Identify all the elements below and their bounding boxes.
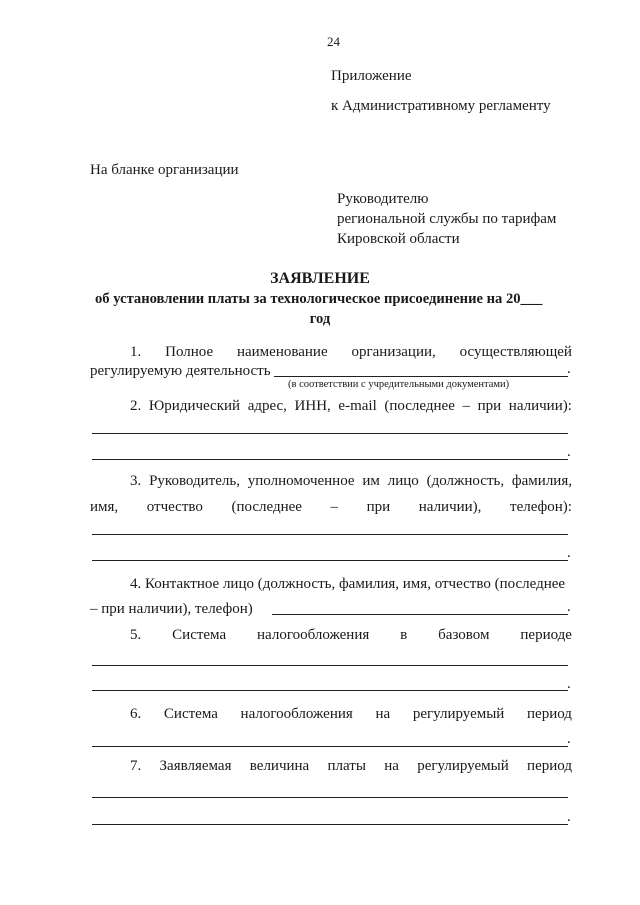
item-7-fill-line	[92, 797, 568, 798]
item-7-word: регулируемый	[417, 758, 509, 774]
recipient-line-2: региональной службы по тарифам	[337, 211, 557, 227]
item-2-word: адрес,	[247, 398, 287, 414]
appendix-line-1: Приложение	[331, 68, 412, 84]
item-3-line-1	[130, 472, 572, 490]
item-4-line-2: – при наличии), телефон)	[90, 601, 253, 617]
item-6-word: период	[527, 706, 572, 722]
item-6-line-1	[130, 705, 572, 723]
recipient-line-1: Руководителю	[337, 191, 429, 207]
item-2-word: наличии):	[508, 398, 572, 414]
item-3-word: 3.	[130, 473, 142, 489]
item-7-word: величина	[249, 758, 310, 774]
item-5-line-1	[130, 626, 572, 644]
item-7-word: 7.	[130, 758, 142, 774]
item-3-word: (последнее	[231, 499, 302, 515]
item-1-footnote: (в соответствии с учредительными документами)	[288, 379, 510, 390]
item-2-fill-line	[92, 459, 568, 460]
item-3-word: (должность,	[426, 473, 505, 489]
item-5-word: 5.	[130, 627, 142, 643]
item-3-word: телефон):	[510, 499, 572, 515]
item-3-line-2	[90, 498, 572, 516]
item-3-word: имя,	[90, 499, 119, 515]
item-2-word: (последнее	[384, 398, 455, 414]
item-1-end-dot: .	[567, 361, 571, 377]
item-5-end-dot: .	[567, 676, 571, 692]
item-1-line-2: регулируемую деятельность	[90, 363, 271, 379]
item-3-word: Руководитель,	[149, 473, 240, 489]
item-7-end-dot: .	[567, 809, 571, 825]
document-subtitle-line-1: об установлении платы за технологическое присоединение на 20___	[95, 291, 543, 307]
item-7-line-1	[130, 757, 572, 775]
item-2-word: e-mail	[338, 398, 377, 414]
item-6-word: налогообложения	[240, 706, 353, 722]
item-5-word: периоде	[520, 627, 572, 643]
item-2-word: при	[477, 398, 502, 414]
item-7-word: период	[527, 758, 572, 774]
item-2-end-dot: .	[567, 444, 571, 460]
item-3-word: при	[366, 499, 391, 515]
item-3-word: фамилия,	[511, 473, 572, 489]
recipient-line-3: Кировской области	[337, 231, 460, 247]
item-3-fill-line	[92, 560, 568, 561]
item-6-word: 6.	[130, 706, 142, 722]
item-2-word: Юридический	[148, 398, 241, 414]
item-3-word: им	[362, 473, 380, 489]
item-7-word: Заявляемая	[159, 758, 232, 774]
item-3-word: –	[330, 499, 339, 515]
item-2-word: ИНН,	[294, 398, 331, 414]
item-2-word: 2.	[130, 398, 142, 414]
item-3-end-dot: .	[567, 545, 571, 561]
item-7-word: на	[384, 758, 399, 774]
item-1-word: осуществляющей	[459, 344, 572, 360]
item-3-word: уполномоченное	[247, 473, 355, 489]
item-1-word: организации,	[351, 344, 436, 360]
item-6-word: Система	[163, 706, 218, 722]
item-5-word: налогообложения	[257, 627, 370, 643]
item-5-fill-line	[92, 690, 568, 691]
item-3-word: лицо	[387, 473, 419, 489]
item-7-word: платы	[327, 758, 366, 774]
item-2-fill-line	[92, 433, 568, 434]
item-2-word: –	[462, 398, 470, 414]
document-subtitle-line-2: год	[309, 311, 331, 327]
page-number: 24	[327, 34, 340, 49]
item-6-word: на	[375, 706, 391, 722]
item-1-fill-line	[274, 376, 568, 377]
item-3-fill-line	[92, 534, 568, 535]
letterhead-note: На бланке организации	[90, 162, 239, 178]
item-5-fill-line	[92, 665, 568, 666]
item-4-line-1: 4. Контактное лицо (должность, фамилия, имя, отчество (последнее	[130, 576, 566, 592]
item-1-word: 1.	[130, 344, 142, 360]
item-3-word: наличии),	[418, 499, 482, 515]
item-7-fill-line	[92, 824, 568, 825]
item-5-word: Система	[172, 627, 227, 643]
appendix-line-2: к Административному регламенту	[331, 98, 551, 114]
item-2-line-1	[130, 397, 572, 415]
item-1-word: Полное	[165, 344, 214, 360]
document-title: ЗАЯВЛЕНИЕ	[270, 270, 370, 287]
item-6-word: регулируемый	[412, 706, 505, 722]
item-5-word: базовом	[438, 627, 490, 643]
item-6-end-dot: .	[567, 731, 571, 747]
item-6-fill-line	[92, 746, 568, 747]
item-4-fill-line	[272, 614, 568, 615]
item-1-word: наименование	[236, 344, 328, 360]
item-1-line-1	[130, 343, 572, 361]
item-4-end-dot: .	[567, 599, 571, 615]
item-3-word: отчество	[146, 499, 203, 515]
item-5-word: в	[400, 627, 408, 643]
